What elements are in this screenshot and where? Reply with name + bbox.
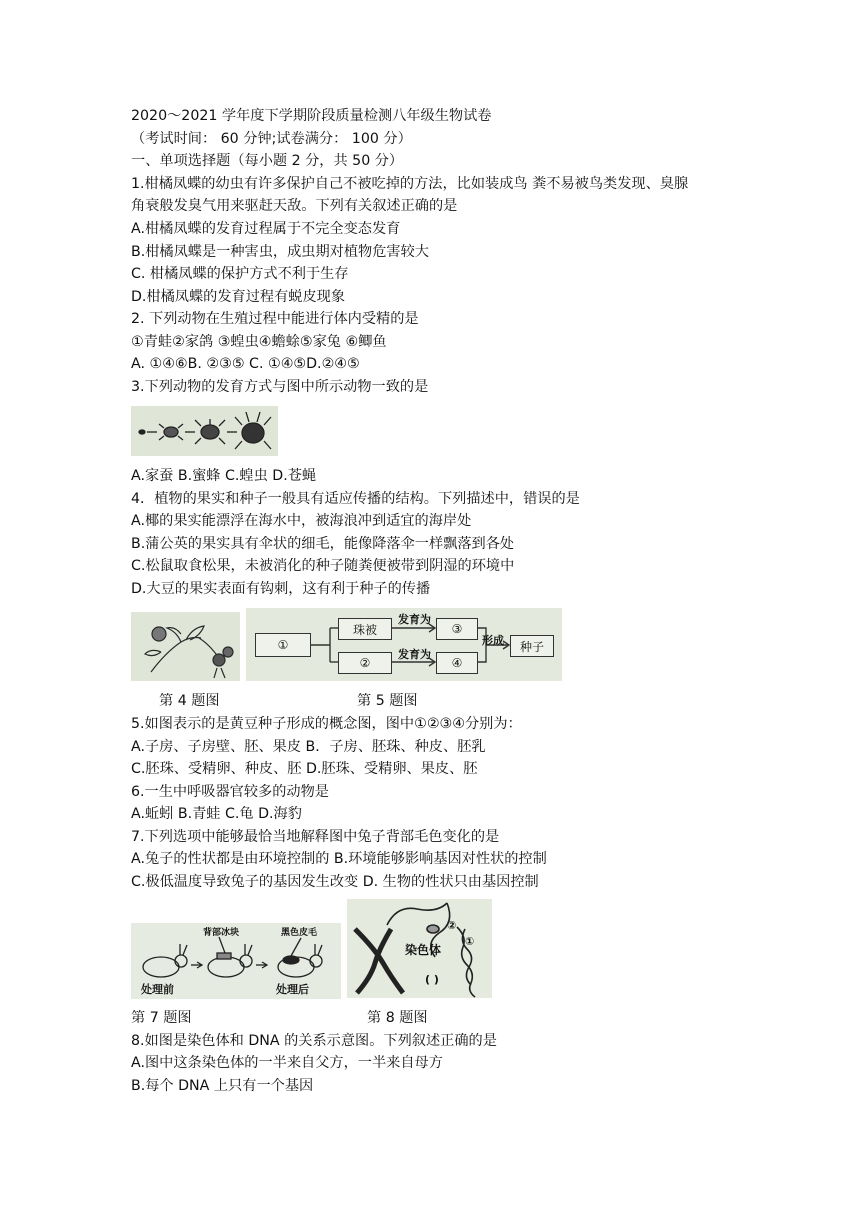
q7-figure-rabbits [131, 923, 341, 999]
concept-node-3: ③ [436, 618, 478, 640]
q6-options: A.蚯蚓 B.青蛙 C.龟 D.海豹 [131, 806, 302, 822]
q3-figure-insect-development [131, 406, 278, 456]
label-marker-1: ① [465, 935, 475, 948]
q2-options: A. ①④⑥B. ②③⑤ C. ①④⑤D.②④⑤ [131, 356, 360, 372]
label-black-fur: 黑色皮毛 [281, 928, 318, 938]
q4-option-a: A.椰的果实能漂浮在海水中，被海浪冲到适宜的海岸处 [131, 513, 472, 529]
concept-node-1: ① [255, 633, 311, 657]
q1-option-b: B.柑橘凤蝶是一种害虫，成虫期对植物危害较大 [131, 244, 429, 260]
q5-stem: 5.如图表示的是黄豆种子形成的概念图，图中①②③④分别为： [131, 716, 522, 732]
concept-node-4: ④ [436, 652, 478, 674]
figure-8-caption: 第 8 题图 [367, 1010, 428, 1026]
figure-5-caption: 第 5 题图 [357, 693, 418, 709]
label-before-treatment: 处理前 [141, 983, 174, 996]
q7-options-cd: C.极低温度导致兔子的基因发生改变 D. 生物的性状只由基因控制 [131, 874, 539, 890]
label-chromosome: 染色体 [405, 943, 442, 957]
q5-options-ab: A.子房、子房壁、胚、果皮 B．子房、胚珠、种皮、胚乳 [131, 739, 486, 755]
label-blank-parens: ( ) [425, 973, 439, 986]
concept-node-2: ② [338, 652, 392, 674]
q4-figure-plant [131, 612, 240, 681]
q1-option-c: C. 柑橘凤蝶的保护方式不利于生存 [131, 266, 349, 282]
q6-stem: 6.一生中呼吸器官较多的动物是 [131, 784, 329, 800]
exam-title: 2020～2021 学年度下学期阶段质量检测八年级生物试卷 [131, 108, 492, 124]
q7-options-ab: A.兔子的性状都是由环境控制的 B.环境能够影响基因对性状的控制 [131, 851, 547, 867]
label-fayuwei-bottom: 发育为 [398, 648, 431, 661]
q1-option-d: D.柑橘凤蝶的发育过程有蜕皮现象 [131, 289, 346, 305]
exam-info: （考试时间： 60 分钟;试卷满分： 100 分） [131, 131, 412, 147]
concept-node-zhubei: 珠被 [338, 618, 392, 640]
q8-option-b: B.每个 DNA 上只有一个基因 [131, 1078, 314, 1094]
section-heading: 一、单项选择题（每小题 2 分，共 50 分） [131, 153, 404, 169]
q1-stem-line2: 角衰般发臭气用来驱赶天敌。下列有关叙述正确的是 [131, 198, 458, 214]
q4-option-b: B.蒲公英的果实具有伞状的细毛，能像降落伞一样飘落到各处 [131, 536, 515, 552]
q1-stem-line1: 1.柑橘凤蝶的幼虫有许多保护自己不被吃掉的方法，比如装成鸟 粪不易被鸟类发现、臭腺 [131, 176, 689, 192]
q8-figure-chromosome-dna [347, 899, 492, 998]
q3-stem: 3.下列动物的发育方式与图中所示动物一致的是 [131, 379, 429, 395]
q8-option-a: A.图中这条染色体的一半来自父方，一半来自母方 [131, 1055, 443, 1071]
label-after-treatment: 处理后 [276, 983, 309, 996]
q4-stem: 4．植物的果实和种子一般具有适应传播的结构。下列描述中，错误的是 [131, 491, 580, 507]
q5-options-cd: C.胚珠、受精卵、种皮、胚 D.胚珠、受精卵、果皮、胚 [131, 761, 478, 777]
label-xingcheng: 形成 [482, 634, 504, 647]
q7-stem: 7.下列选项中能够最恰当地解释图中兔子背部毛色变化的是 [131, 829, 500, 845]
concept-node-seed: 种子 [510, 635, 554, 657]
q2-stem: 2. 下列动物在生殖过程中能进行体内受精的是 [131, 311, 419, 327]
q4-option-d: D.大豆的果实表面有钩刺，这有利于种子的传播 [131, 581, 431, 597]
q8-stem: 8.如图是染色体和 DNA 的关系示意图。下列叙述正确的是 [131, 1033, 497, 1049]
q4-option-c: C.松鼠取食松果，未被消化的种子随粪便被带到阴湿的环境中 [131, 558, 515, 574]
q2-items: ①青蛙②家鸽 ③蝗虫④蟾蜍⑤家兔 ⑥鲫鱼 [131, 334, 387, 350]
q1-option-a: A.柑橘凤蝶的发育过程属于不完全变态发育 [131, 221, 401, 237]
figure-7-caption: 第 7 题图 [131, 1010, 192, 1026]
label-fayuwei-top: 发育为 [398, 613, 431, 626]
q5-figure-concept-map [246, 608, 562, 681]
label-marker-2: ② [447, 919, 457, 932]
label-back-ice: 背部冰块 [203, 928, 240, 938]
q3-options: A.家蚕 B.蜜蜂 C.蝗虫 D.苍蝇 [131, 468, 317, 484]
figure-4-caption: 第 4 题图 [159, 693, 220, 709]
